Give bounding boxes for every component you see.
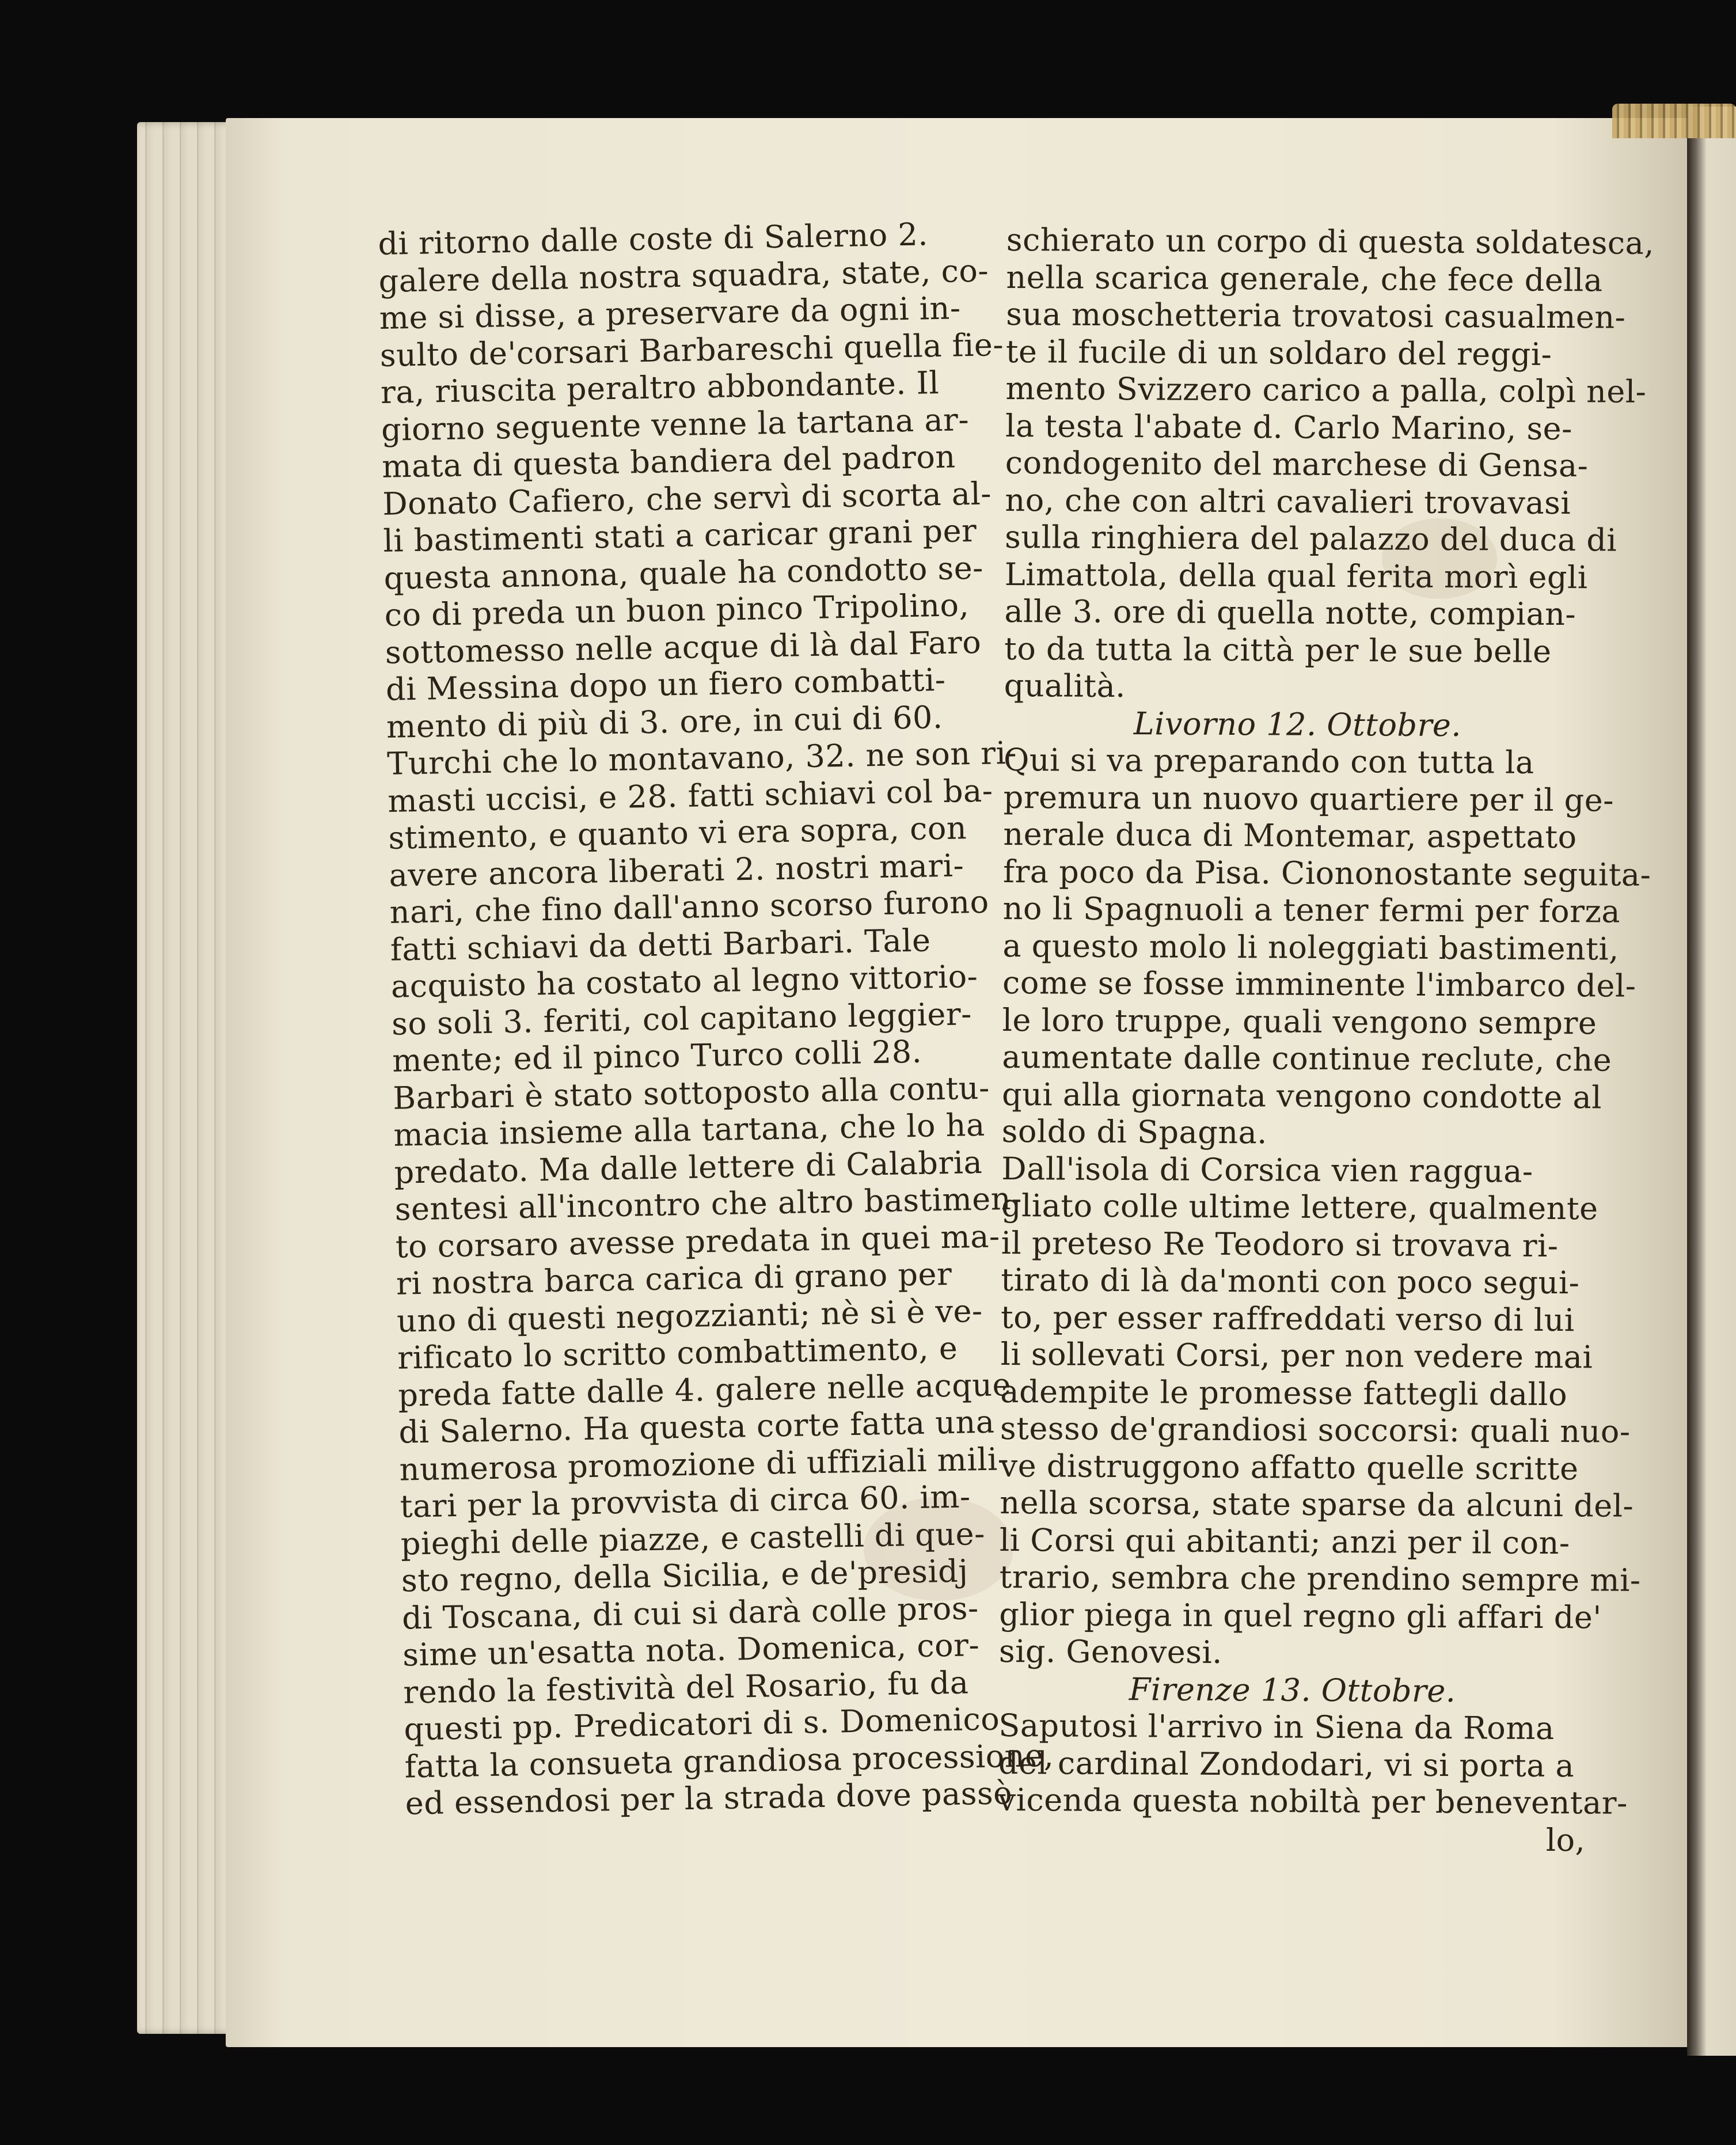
text-line: li Corsi qui abitanti; anzi per il con- — [999, 1521, 1570, 1561]
text-line: no, che con altri cavalieri trovavasi — [1005, 481, 1571, 521]
text-line: uno di questi negozzianti; nè si è ve- — [396, 1292, 983, 1339]
text-line: mente; ed il pinco Turco colli 28. — [392, 1033, 922, 1079]
text-line: Donato Cafiero, che servì di scorta al- — [382, 474, 992, 522]
text-line: sottomesso nelle acque di là dal Faro — [385, 624, 982, 671]
left-text-column — [378, 214, 1055, 1823]
text-line: stesso de'grandiosi soccorsi: quali nuo- — [1000, 1410, 1631, 1450]
text-line: di Salerno. Ha questa corte fatta una — [398, 1403, 995, 1451]
text-line: vicenda questa nobiltà per beneventar- — [998, 1781, 1628, 1821]
text-line: sulla ringhiera del palazzo del duca di — [1004, 518, 1617, 559]
text-line: nari, che fino dall'anno scorso furono — [389, 883, 990, 931]
text-line: stimento, e quanto vi era sopra, con — [388, 810, 967, 856]
text-line: sig. Genovesi. — [998, 1633, 1223, 1671]
text-line: glior piega in quel regno gli affari de' — [999, 1596, 1602, 1635]
text-line: predato. Ma dalle lettere di Calabria — [394, 1144, 983, 1191]
text-line: fra poco da Pisa. Ciononostante seguita- — [1002, 853, 1651, 893]
text-line: sentesi all'incontro che altro bastimen- — [394, 1180, 1023, 1228]
text-line: qui alla giornata vengono condotte al — [1001, 1076, 1602, 1115]
text-line: di Toscana, di cui si darà colle pros- — [401, 1589, 979, 1637]
text-line: nella scarica generale, che fece della — [1006, 259, 1603, 298]
text-line: come se fosse imminente l'imbarco del- — [1002, 964, 1636, 1004]
text-line: li bastimenti stati a caricar grani per — [383, 512, 977, 559]
text-line: pieghi delle piazze, e castelli di que- — [400, 1515, 986, 1562]
book-headband — [1612, 104, 1736, 138]
text-line: Turchi che lo montavano, 32. ne son ri- — [386, 734, 1017, 782]
text-line: schierato un corpo di questa soldatesca, — [1006, 222, 1655, 261]
text-line: numerosa promozione di uffiziali mili- — [399, 1440, 1009, 1488]
text-line: nerale duca di Montemar, aspettato — [1003, 815, 1577, 856]
text-line: acquisto ha costato al legno vittorio- — [390, 958, 978, 1005]
text-line: condogenito del marchese di Gensa- — [1005, 444, 1589, 484]
text-line: questa annona, quale ha condotto se- — [383, 549, 984, 597]
text-line: Saputosi l'arrivo in Siena da Roma — [998, 1707, 1555, 1747]
text-line: fatta la consueta grandiosa processione, — [404, 1737, 1054, 1785]
text-line: tirato di là da'monti con poco segui- — [1001, 1261, 1580, 1301]
text-line: il preteso Re Teodoro si trovava ri- — [1001, 1224, 1559, 1264]
text-line: ed essendosi per la strada dove passò — [405, 1775, 1013, 1822]
text-line: galere della nostra squadra, state, co- — [378, 252, 989, 299]
text-line: nella scorsa, state sparse da alcuni del- — [1000, 1484, 1634, 1524]
text-line: gliato colle ultime lettere, qualmente — [1001, 1187, 1598, 1227]
text-line: to da tutta la città per le sue belle — [1004, 630, 1552, 670]
book-gutter — [1687, 107, 1736, 2056]
text-line: avere ancora liberati 2. nostri mari- — [389, 846, 964, 894]
heading-firenze: Firenze 13. Ottobre. — [1129, 1671, 1456, 1709]
text-line: di ritorno dalle coste di Salerno 2. — [378, 216, 929, 262]
text-line: mata di questa bandiera del padron — [381, 438, 956, 485]
text-line: mento Svizzero carico a palla, colpì nel- — [1005, 370, 1647, 410]
text-line: preda fatte dalle 4. galere nelle acque — [397, 1366, 1012, 1414]
text-line: rificato lo scritto combattimento, e — [397, 1330, 958, 1376]
text-line: ve distruggono affatto quelle scritte — [1000, 1447, 1579, 1487]
heading-livorno: Livorno 12. Ottobre. — [1133, 705, 1462, 743]
text-line: Limattola, della qual ferita morì egli — [1004, 556, 1588, 595]
text-line: no li Spagnuoli a tener fermi per forza — [1002, 890, 1621, 930]
text-line: del cardinal Zondodari, vi si porta a — [998, 1744, 1575, 1784]
text-line: sua moschetteria trovatosi casualmen- — [1005, 295, 1626, 336]
text-line: rendo la festività del Rosario, fu da — [402, 1664, 969, 1711]
text-line: co di preda un buon pinco Tripolino, — [384, 587, 970, 633]
text-line: te il fucile di un soldaro del reggi- — [1005, 333, 1552, 373]
text-line: alle 3. ore di quella notte, compian- — [1004, 593, 1577, 633]
text-line: a questo molo li noleggiati bastimenti, — [1002, 927, 1619, 967]
text-line: so soli 3. feriti, col capitano leggier- — [391, 995, 973, 1042]
text-line: masti uccisi, e 28. fatti schiavi col ba- — [387, 772, 993, 819]
text-line: le loro truppe, quali vengono sempre — [1002, 1001, 1597, 1041]
text-line: trario, sembra che prendino sempre mi- — [999, 1558, 1641, 1599]
text-line: Qui si va preparando con tutta la — [1003, 741, 1534, 781]
text-line: fatti schiavi da detti Barbari. Tale — [390, 921, 931, 968]
text-line: li sollevati Corsi, per non vedere mai — [1000, 1335, 1593, 1376]
text-line: qualità. — [1004, 667, 1126, 705]
text-line: ra, riuscita peraltro abbondante. Il — [380, 365, 940, 411]
right-text-column — [998, 222, 1654, 1859]
text-line: di Messina dopo un fiero combatti- — [385, 661, 946, 708]
text-line: soldo di Spagna. — [1001, 1113, 1268, 1151]
text-line: tari per la provvista di circa 60. im- — [400, 1478, 971, 1525]
text-line: la testa l'abate d. Carlo Marino, se- — [1005, 407, 1573, 447]
text-line: me si disse, a preservare da ogni in- — [379, 290, 962, 336]
text-line: Barbari è stato sottoposto alla contu- — [392, 1069, 990, 1117]
text-line: sime un'esatta nota. Domenica, cor- — [402, 1627, 980, 1673]
text-line: sulto de'corsari Barbareschi quella fie- — [379, 326, 1004, 374]
text-line: adempite le promesse fattegli dallo — [1000, 1373, 1568, 1413]
text-line: aumentate dalle continue reclute, che — [1002, 1038, 1612, 1079]
text-line: premura un nuovo quartiere per il ge- — [1003, 779, 1615, 819]
text-line: to, per esser raffreddati verso di lui — [1000, 1299, 1575, 1338]
text-line: ri nostra barca carica di grano per — [396, 1255, 952, 1302]
catchword: lo, — [1545, 1821, 1586, 1858]
text-line: questi pp. Predicatori di s. Domenico — [404, 1700, 1000, 1748]
text-line: sto regno, della Sicilia, e de'presidj — [401, 1552, 968, 1599]
text-line: macia insieme alla tartana, che lo ha — [393, 1106, 986, 1153]
text-line: giorno seguente venne la tartana ar- — [381, 401, 970, 448]
text-line: mento di più di 3. ore, in cui di 60. — [386, 698, 944, 745]
text-line: to corsaro avesse predata in quei ma- — [395, 1217, 1001, 1265]
text-line: Dall'isola di Corsica vien ragguа- — [1001, 1150, 1533, 1190]
